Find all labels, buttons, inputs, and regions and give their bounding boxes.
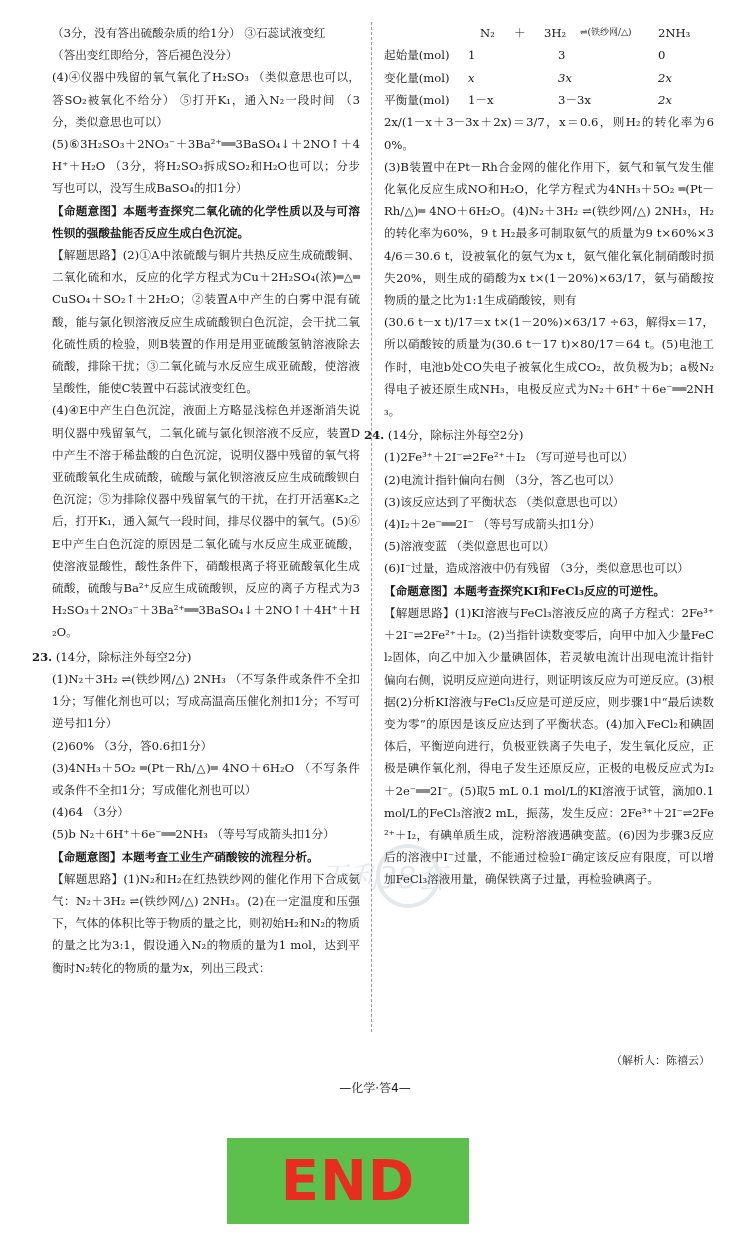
answer-line: (2)电流计指针偏向右侧 （3分，答乙也可以） (384, 472, 621, 487)
table-cell: 3－3x (558, 93, 591, 108)
eq-term: N₂ (480, 26, 495, 40)
question-header (32, 646, 360, 668)
answer-line: （答出变红即给分，答后褪色没分） (52, 48, 238, 63)
answer-line: (4)④仪器中残留的氧气氧化了H₂SO₃ （类似意思也可以，答SO₂被氧化不给分） ⑤打开K₁，通入N₂一段时间 （3分，类似意思也可以） (52, 70, 360, 129)
table-cell: 平衡量(mol) (384, 93, 450, 108)
answer-line: (5)b N₂＋6H⁺＋6e⁻══2NH₃ （等号写成箭头扣1分） (52, 827, 335, 842)
table-row (384, 44, 714, 66)
question-number-24: 24. (364, 428, 385, 443)
end-banner (227, 1138, 469, 1224)
answer-line: (4)64 （3分） (52, 805, 130, 820)
answer-line: (3)4NH₃＋5O₂ ═(Pt－Rh/△)═ 4NO＋6H₂O （不写条件或条件不全扣1分；写成催化剂也可以） (52, 760, 360, 797)
solution-paragraph: (30.6 t－x t)/17＝x t×(1－20%)×63/17 ÷63，解得x＝17，所以硝酸铵的质量为(30.6 t－17 t)×80/17＝64 t。(5)电池工作时，电池b处CO失电子被氧化生成CO₂，故负极为b；a极N₂得电子被还原生成NH₃，电极反应式为N₂＋6H⁺＋6e⁻══2NH₃。 (384, 315, 714, 419)
eq-term: ＋ (514, 26, 526, 40)
watermark-text: 天利38套 (318, 861, 447, 896)
question-score-note: (14分，除标注外每空2分) (55, 649, 192, 664)
eq-term: ⇌(铁纱网/△) (580, 28, 632, 38)
table-row (384, 67, 714, 89)
table-cell: 3x (558, 70, 572, 85)
intent-paragraph: 【命题意图】本题考查探究二氧化硫的化学性质以及与可溶性钡的强酸盐能否反应生成白色沉淀。 (52, 203, 360, 240)
answer-line: (5)⑥3H₂SO₃＋2NO₃⁻＋3Ba²⁺══3BaSO₄↓＋2NO↑＋4H⁺＋H₂O （3分，将H₂SO₃拆成SO₂和H₂O也可以；分步写也可以，没写生成BaSO₄的扣1分） (52, 137, 360, 196)
table-cell: 起始量(mol) (384, 48, 450, 63)
answer-line: (2)60% （3分，答0.6扣1分） (52, 738, 213, 753)
table-row (384, 89, 714, 111)
question-score-note: (14分，除标注外每空2分) (387, 428, 524, 443)
answer-line: (3)该反应达到了平衡状态 （类似意思也可以） (384, 494, 625, 509)
eq-term: 3H₂ (544, 26, 567, 40)
analyst-credit: （解析人：陈禧云） (611, 1054, 710, 1067)
table-cell: 3 (558, 48, 566, 63)
solution-paragraph: 2x/(1－x＋3－3x＋2x)＝3/7，x＝0.6，则H₂的转化率为60%。 (384, 115, 714, 152)
three-stage-equation (384, 22, 714, 44)
answer-line: (1)N₂＋3H₂ ⇌(铁纱网/△) 2NH₃ （不写条件或条件不全扣1分；写催化剂也可以；写成高温高压催化剂扣1分；不写可逆号扣1分） (52, 671, 360, 731)
table-cell: 1 (468, 48, 476, 63)
solution-paragraph: 【解题思路】(2)①A中浓硫酸与铜片共热反应生成硫酸铜、二氧化硫和水，反应的化学方程式为Cu＋2H₂SO₄(浓)═△═CuSO₄＋SO₂↑＋2H₂O；②装置A中产生的白雾中混有硫酸，能与氯化钡溶液反应生成硫酸钡白色沉淀，会干扰二氧化硫性质的检验，则B装置的作用是用亚硫酸氢钠溶液除去硫酸，排除干扰；③二氧化硫与水反应生成亚硫酸，使溶液呈酸性，能使C装置中石蕊试液变红色。 (52, 248, 360, 396)
solution-paragraph: (3)B装置中在Pt－Rh合金网的催化作用下，氨气和氧气发生催化氧化反应生成NO和H₂O，化学方程式为4NH₃＋5O₂ ═(Pt－Rh/△)═ 4NO＋6H₂O。(4)N₂＋3H₂ ⇌(铁纱网/△) 2NH₃，H₂的转化率为60%，9 t H₂最多可制取氨气的质量为9 t×60%×34/6＝30.6 t，设被氧化的氨气为x t，氨气催化氧化制硝酸时损失20%，则生成的硝酸为x t×(1－20%)×63/17，氨与硝酸按物质的量之比为1:1生成硝酸铵，则有 (384, 159, 714, 308)
page-footer: —化学·答4— (339, 1081, 411, 1095)
table-cell: 0 (658, 48, 666, 63)
end-banner-text: END (280, 1148, 416, 1214)
question-number-23: 23. (32, 649, 53, 664)
table-cell: 2x (658, 70, 672, 85)
answer-line: (1)2Fe³⁺＋2I⁻⇌2Fe²⁺＋I₂ （写可逆号也可以） (384, 450, 634, 465)
solution-paragraph: 【解题思路】(1)KI溶液与FeCl₃溶液反应的离子方程式：2Fe³⁺＋2I⁻⇌2Fe²⁺＋I₂。(2)当指针读数变零后，向甲中加入少量FeCl₂固体，向乙中加入少量碘固体，若灵敏电流计出现电流计指针偏向右侧，说明反应逆向进行，则证明该反应为可逆反应。(3)根据(2)分析KI溶液与FeCl₃反应是可逆反应，则步骤1中“最后读数变为零”的原因是该反应达到了平衡状态。(4)加入FeCl₂和碘固体后，平衡逆向进行，负极亚铁离子失电子，发生氧化反应，正极是碘作氧化剂，得电子发生还原反应，正极的电极反应式为I₂＋2e⁻══2I⁻。(5)取5 mL 0.1 mol/L的KI溶液于试管，滴加0.1 mol/L的FeCl₃溶液2 mL，振荡，发生反应：2Fe³⁺＋2I⁻⇌2Fe²⁺＋I₂，有碘单质生成，淀粉溶液遇碘变蓝。(6)因为步骤3反应后的溶液中I⁻过量，不能通过检验I⁻确定该反应有限度，可以增加FeCl₃溶液用量，确保铁离子过量，再检验碘离子。 (384, 605, 714, 887)
answer-line: （3分，没有答出硫酸杂质的给1分） ③石蕊试液变红 (52, 26, 326, 40)
table-cell: 1－x (468, 93, 494, 108)
answer-line: (4)I₂＋2e⁻══2I⁻ （等号写成箭头扣1分） (384, 517, 601, 532)
answer-line: (5)溶液变蓝 （类似意思也可以） (384, 539, 555, 554)
column-divider (371, 22, 372, 1032)
table-cell: 2x (658, 93, 672, 108)
question-header (364, 424, 714, 446)
answer-line: (6)I⁻过量，造成溶液中仍有残留 （3分，类似意思也可以） (384, 561, 689, 576)
table-cell: 变化量(mol) (384, 70, 450, 85)
solution-paragraph: 【解题思路】(1)N₂和H₂在红热铁纱网的催化作用下合成氨气：N₂＋3H₂ ⇌(铁纱网/△) 2NH₃。(2)在一定温度和压强下，气体的体积比等于物质的量之比，则初始H₂和N₂的物质的量之比为3:1，假设通入N₂的物质的量为1 mol，达到平衡时N₂转化的物质的量为x，列出三段式： (52, 871, 360, 975)
three-stage-table (384, 44, 714, 111)
solution-paragraph: (4)④E中产生白色沉淀，液面上方略显浅棕色并逐渐消失说明仪器中残留氧气，二氧化硫与氯化钡溶液不反应，装置D中产生不溶于稀盐酸的白色沉淀，说明仪器中残留的氧气将亚硫酸氧化生成硫酸，硫酸与氯化钡溶液反应生成硫酸钡白色沉淀；⑤为排除仪器中残留氧气的干扰，在打开活塞K₂之后，打开K₁，通入氮气一段时间，排尽仪器中的氧气。(5)⑥E中产生白色沉淀的原因是二氧化硫与水反应生成亚硫酸，使溶液显酸性，酸性条件下，硝酸根离子将亚硫酸氧化生成硫酸，硫酸与Ba²⁺反应生成硫酸钡，反应的离子方程式为3H₂SO₃＋2NO₃⁻＋3Ba²⁺══3BaSO₄↓＋2NO↑＋4H⁺＋H₂O。 (52, 403, 360, 640)
intent-paragraph: 【命题意图】本题考查探究KI和FeCl₃反应的可逆性。 (384, 583, 666, 598)
table-cell: x (468, 70, 475, 85)
intent-paragraph: 【命题意图】本题考查工业生产硝酸铵的流程分析。 (52, 849, 319, 864)
eq-term: 2NH₃ (658, 26, 691, 40)
left-column (32, 22, 360, 979)
